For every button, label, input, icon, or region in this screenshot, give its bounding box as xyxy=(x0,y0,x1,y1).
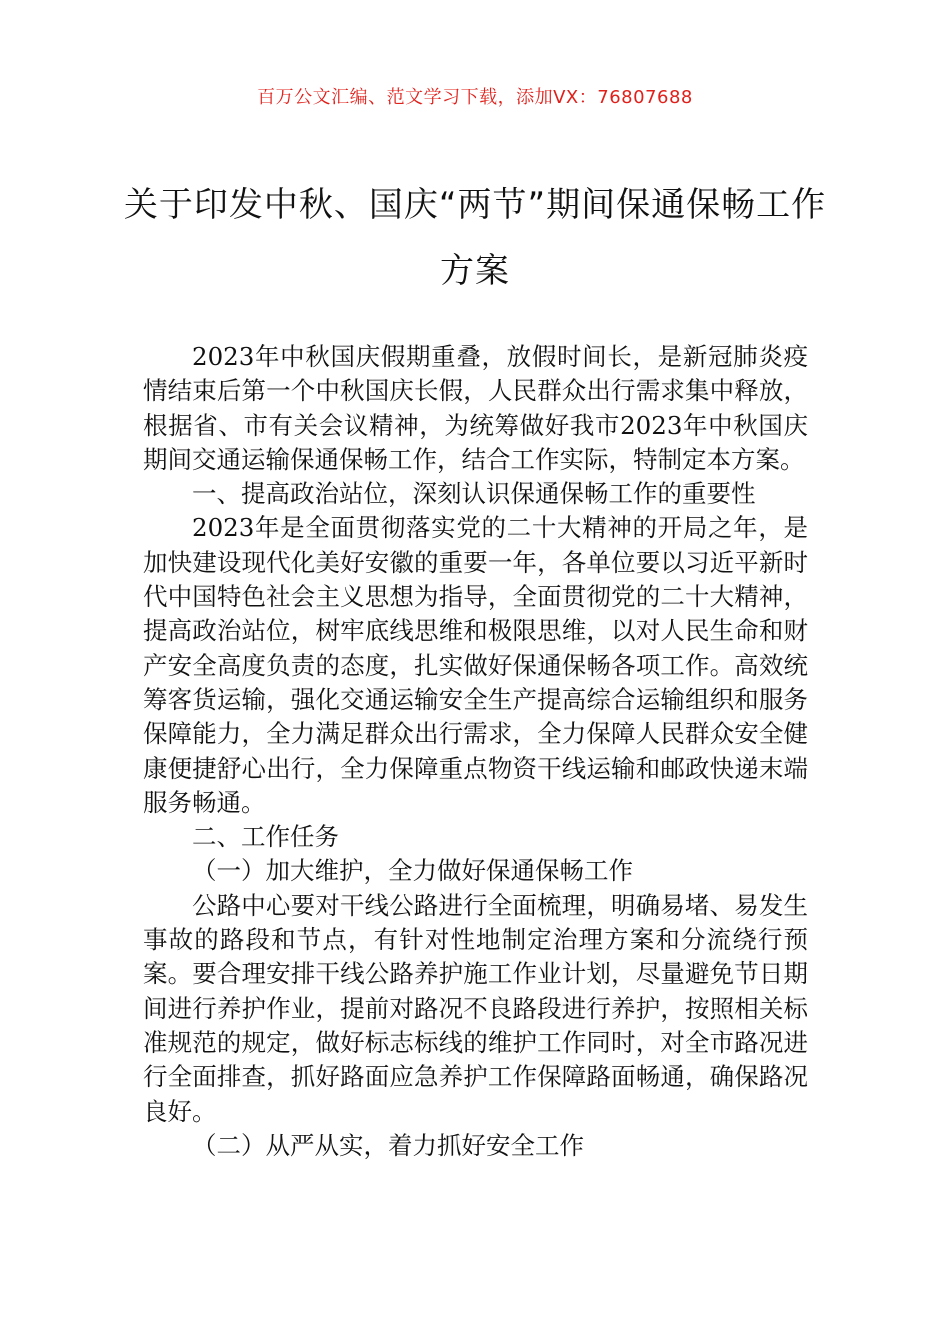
section-1-paragraph: 2023年是全面贯彻落实党的二十大精神的开局之年，是加快建设现代化美好安徽的重要一年，各单位要以习近平新时代中国特色社会主义思想为指导，全面贯彻党的二十大精神，提高政治站位，树牢底线思维和极限思维，以对人民生命和财产安全高度负责的态度，扎实做好保通保畅各项工作。高效统筹客货运输，强化交通运输安全生产提高综合运输组织和服务保障能力，全力满足群众出行需求，全力保障人民群众安全健康便捷舒心出行，全力保障重点物资干线运输和邮政快递末端服务畅通。 xyxy=(143,513,808,817)
subsection-1-paragraph: 公路中心要对干线公路进行全面梳理，明确易堵、易发生事故的路段和节点，有针对性地制定治理方案和分流绕行预案。要合理安排干线公路养护施工作业计划，尽量避免节日期间进行养护作业，提前对路况不良路段进行养护，按照相关标准规范的规定，做好标志标线的维护工作同时，对全市路况进行全面排查，抓好路面应急养护工作保障路面畅通，确保路况良好。 xyxy=(143,890,808,1126)
subsection-heading-2: （二）从严从实，着力抓好安全工作 xyxy=(192,1130,584,1160)
section-heading-1: 一、提高政治站位，深刻认识保通保畅工作的重要性 xyxy=(192,479,756,509)
subsection-heading-1: （一）加大维护，全力做好保通保畅工作 xyxy=(192,856,633,886)
document-title: 关于印发中秋、国庆“两节”期间保通保畅工作方案 xyxy=(123,185,827,291)
section-heading-2: 二、工作任务 xyxy=(192,822,339,852)
document-body xyxy=(143,340,808,1163)
intro-paragraph: 2023年中秋国庆假期重叠，放假时间长，是新冠肺炎疫情结束后第一个中秋国庆长假，人民群众出行需求集中释放，根据省、市有关会议精神，为统筹做好我市2023年中秋国庆期间交通运输保通保畅工作，结合工作实际，特制定本方案。 xyxy=(143,342,808,474)
header-banner: 百万公文汇编、范文学习下载，添加VX：76807688 xyxy=(257,87,693,108)
